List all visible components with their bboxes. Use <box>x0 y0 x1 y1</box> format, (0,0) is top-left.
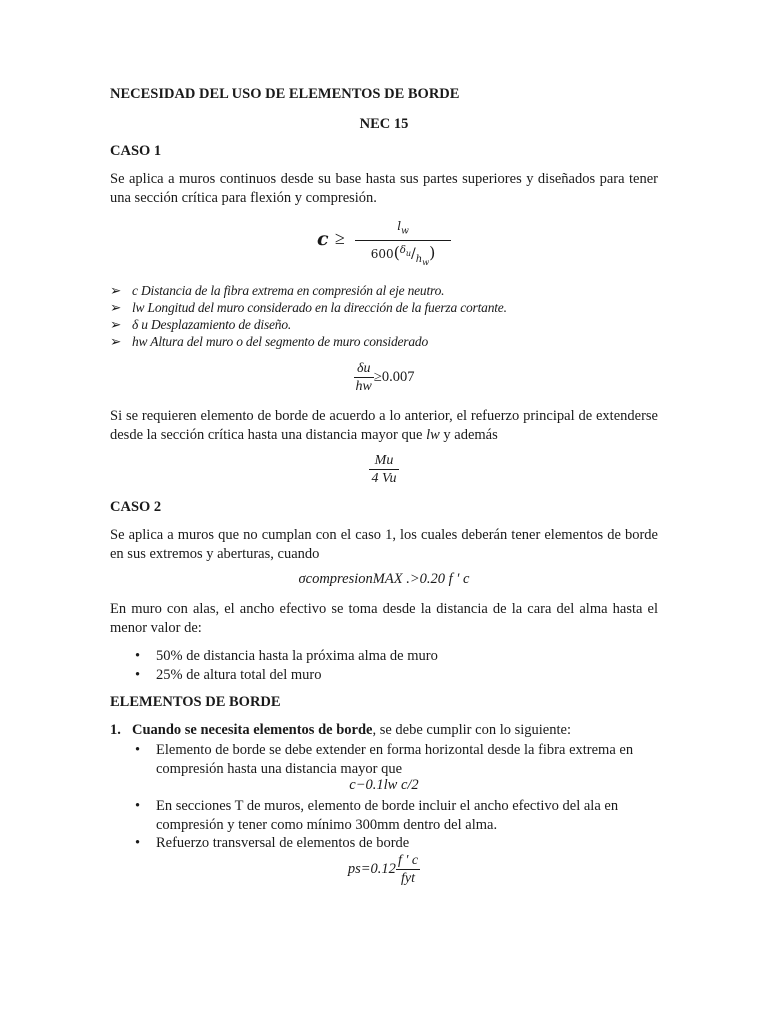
bullet-dot-icon: • <box>135 835 141 851</box>
item-rest: , se debe cumplir con lo siguiente: <box>372 722 571 738</box>
bullet-dot-icon: • <box>135 798 141 814</box>
bullet-dot-icon: • <box>135 667 141 683</box>
document-title: NECESIDAD DEL USO DE ELEMENTOS DE BORDE <box>110 86 460 102</box>
list-item: • 50% de distancia hasta la próxima alma de muro <box>135 648 438 664</box>
formula2-denominator: fyt <box>401 871 416 886</box>
formula2-numerator: f ′ c <box>397 853 419 868</box>
ratio-numerator: δu <box>354 360 374 378</box>
elementos-bullet-3: • Refuerzo transversal de elementos de borde <box>135 835 410 851</box>
caso1-definition-list <box>110 282 658 350</box>
caso1-heading: CASO 1 <box>110 143 162 159</box>
arrow-bullet-icon: ➢ <box>110 283 122 298</box>
arrow-bullet-icon: ➢ <box>110 334 122 349</box>
caso1-paragraph: Se aplica a muros continuos desde su base hasta sus partes superiores y diseñados para tener una sección crítica para flexión y compresión. <box>110 171 658 206</box>
elementos-formula1: c−0.1lw c/2 <box>349 777 419 793</box>
caso1-paragraph2: Si se requieren elemento de borde de acuerdo a lo anterior, el refuerzo principal de extenderse desde la sección crítica hasta una distancia mayor que lw y además <box>110 408 658 443</box>
ratio-denominator: hw <box>355 379 372 394</box>
caso2-formula: σcompresionMAX .>0.20 f ′ c <box>298 571 470 587</box>
arrow-bullet-icon: ➢ <box>110 317 122 332</box>
formula-numerator: l <box>397 219 402 233</box>
elementos-item-1 <box>110 721 658 740</box>
fraction-numerator: Mu <box>369 452 398 470</box>
elementos-formula2 <box>110 852 658 887</box>
drift-ratio-formula <box>110 360 658 395</box>
item-number: 1. <box>110 722 121 738</box>
formula-numerator-sub: w <box>401 226 409 237</box>
formula-inner-den-sub: w <box>422 257 430 267</box>
list-item: ➢ δ u Desplazamiento de diseño. <box>110 317 292 332</box>
item-bold: Cuando se necesita elementos de borde <box>132 722 373 738</box>
elementos-heading: ELEMENTOS DE BORDE <box>110 694 281 710</box>
formula-operator: ≥ <box>335 228 345 248</box>
list-item: ➢ hw Altura del muro o del segmento de muro considerado <box>110 334 428 349</box>
ratio-condition: ≥0.007 <box>373 369 415 385</box>
formula-inner-den: h <box>415 253 423 265</box>
list-item: • 25% de altura total del muro <box>135 667 322 683</box>
caso1-formula: c ≥ $l_w$ $600(^{\delta_u}/_{h_w})$ <box>315 218 455 270</box>
formula-inner-num: δ <box>399 245 406 257</box>
caso2-paragraph: Se aplica a muros que no cumplan con el caso 1, los cuales deberán tener elementos de borde en sus extremos y aberturas, cuando <box>110 527 658 562</box>
elementos-bullet-2: • En secciones T de muros, elemento de borde incluir el ancho efectivo del ala en compresión y tener como mínimo 300mm dentro del alma. <box>135 798 619 833</box>
arrow-bullet-icon: ➢ <box>110 300 122 315</box>
moment-shear-fraction <box>110 452 658 487</box>
list-item: ➢ lw Longitud del muro considerado en la dirección de la fuerza cortante. <box>110 300 507 315</box>
caso2-bullet-list <box>130 647 658 685</box>
list-item: ➢ c Distancia de la fibra extrema en compresión al eje neutro. <box>110 283 445 298</box>
caso2-paragraph2: En muro con alas, el ancho efectivo se toma desde la distancia de la cara del alma hasta el menor valor de: <box>110 601 658 636</box>
bullet-dot-icon: • <box>135 742 141 758</box>
formula-inner-num-sub: u <box>405 249 412 259</box>
fraction-denominator: 4 Vu <box>371 471 397 486</box>
document-subtitle: NEC 15 <box>359 116 409 132</box>
formula-lhs: c <box>317 228 329 250</box>
elementos-bullet-1: • Elemento de borde se debe extender en forma horizontal desde la fibra extrema en compresión hasta una distancia mayor que <box>135 742 634 777</box>
caso2-heading: CASO 2 <box>110 499 162 515</box>
bullet-dot-icon: • <box>135 648 141 664</box>
formula-den-coef: 600 <box>370 247 394 262</box>
inline-var-lw: lw <box>426 427 440 443</box>
formula2-lhs: ps=0.12 <box>347 861 396 877</box>
